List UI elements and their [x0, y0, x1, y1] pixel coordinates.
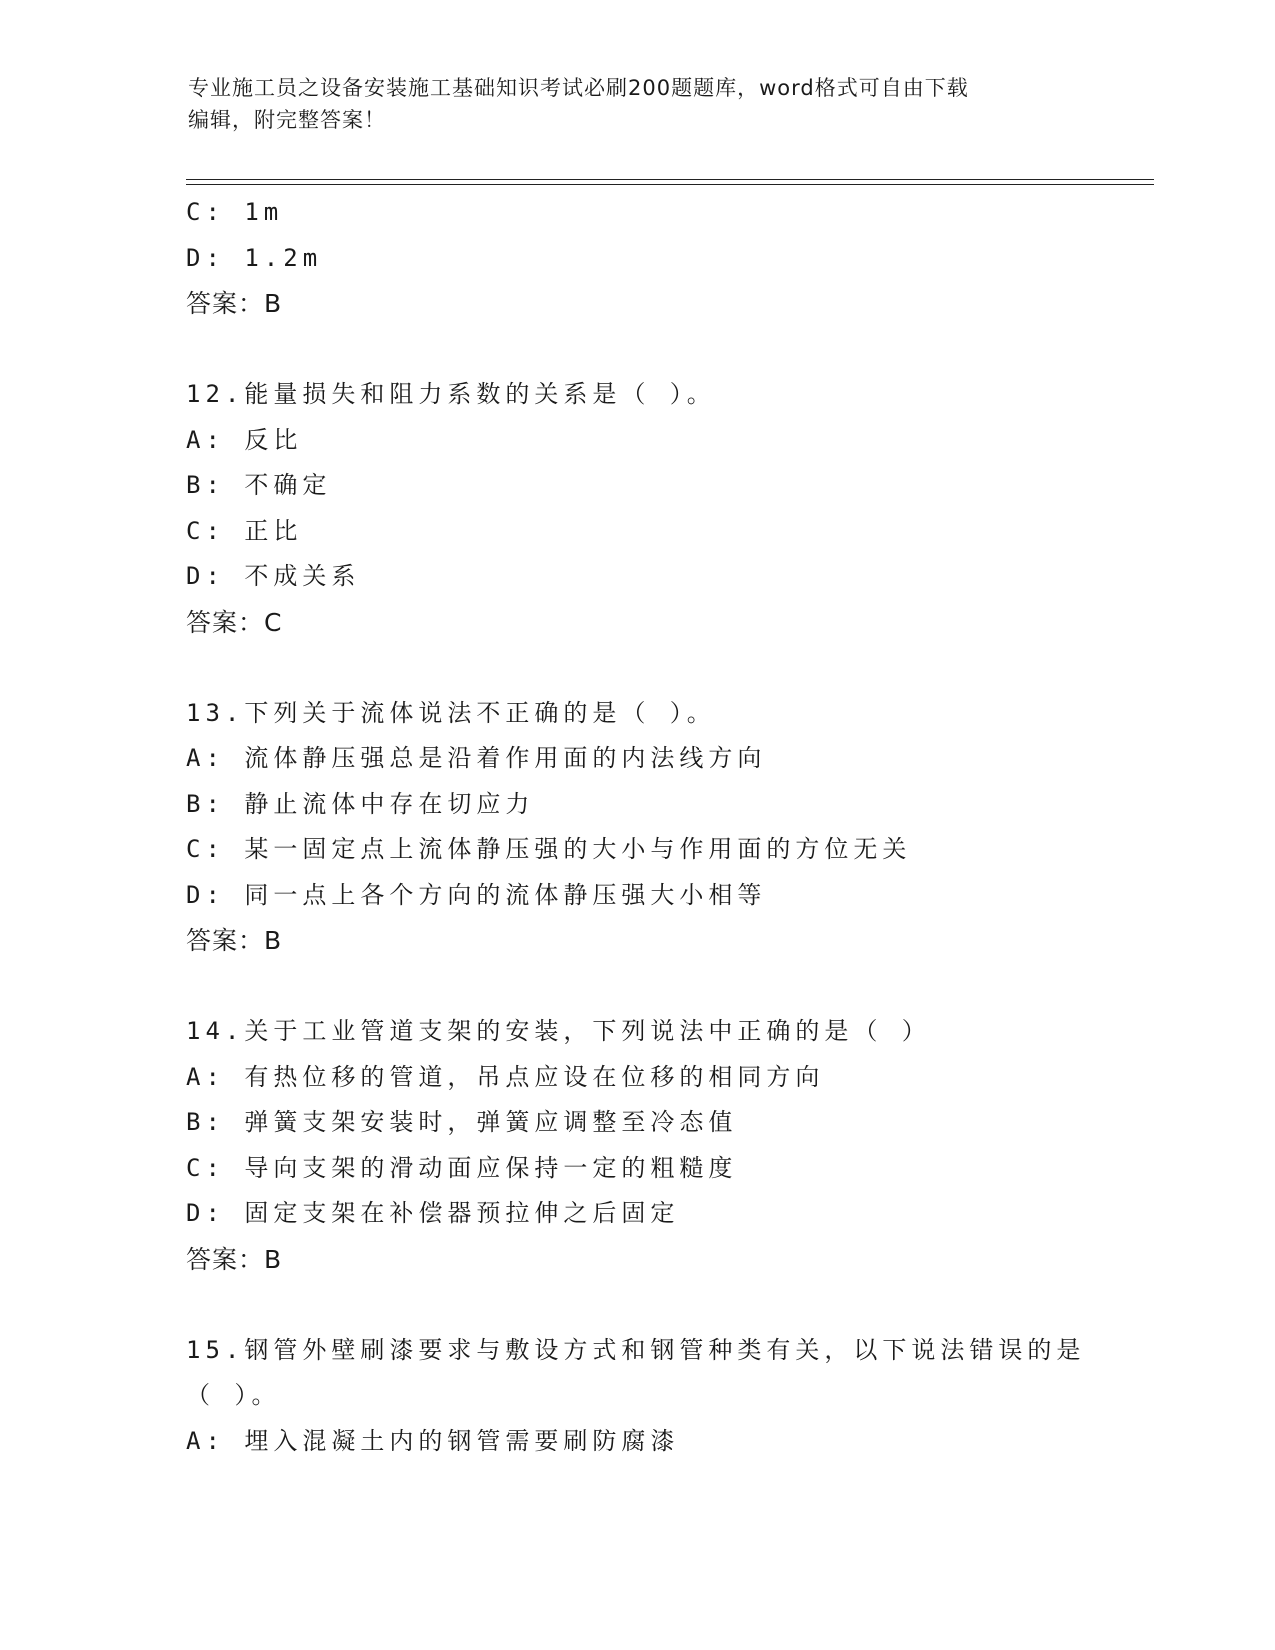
- spacer: [186, 327, 1086, 373]
- question-stem: 13.下列关于流体说法不正确的是（ ）。: [186, 698, 716, 727]
- option-c: C: 导向支架的滑动面应保持一定的粗糙度: [186, 1153, 738, 1182]
- answer-line: 答案：B: [186, 926, 283, 955]
- option-d: D: 不成关系: [186, 562, 361, 590]
- option-b: B: 静止流体中存在切应力: [186, 789, 535, 818]
- question-stem-continued: （ ）。: [186, 1381, 281, 1409]
- header-title-line-2: 编辑，附完整答案！: [188, 108, 386, 132]
- question-13: [186, 691, 1086, 964]
- spacer: [186, 645, 1086, 691]
- spacer: [186, 964, 1086, 1010]
- option-d: D: 固定支架在补偿器预拉伸之后固定: [186, 1199, 680, 1227]
- option-d: D: 1.2m: [186, 243, 323, 272]
- option-b: B: 弹簧支架安装时，弹簧应调整至冷态值: [186, 1108, 738, 1136]
- question-12: [186, 372, 1086, 645]
- option-b: B: 不确定: [186, 471, 332, 499]
- option-a: A: 埋入混凝土内的钢管需要刷防腐漆: [186, 1426, 680, 1455]
- spacer: [186, 1282, 1086, 1328]
- header-divider-top: [186, 179, 1154, 180]
- header-title-line-1: 专业施工员之设备安装施工基础知识考试必刷200题题库，word格式可自由下载: [188, 76, 969, 100]
- question-list: [186, 190, 1086, 1464]
- option-a: A: 有热位移的管道，吊点应设在位移的相同方向: [186, 1062, 825, 1091]
- option-c: C: 某一固定点上流体静压强的大小与作用面的方位无关: [186, 835, 912, 863]
- answer-line: 答案：B: [186, 289, 283, 318]
- answer-line: 答案：C: [186, 607, 283, 637]
- question-stem: 14.关于工业管道支架的安装，下列说法中正确的是（ ）: [186, 1017, 931, 1045]
- document-header: [188, 72, 1068, 136]
- option-a: A: 流体静压强总是沿着作用面的内法线方向: [186, 744, 767, 772]
- question-stem: 15.钢管外壁刷漆要求与敷设方式和钢管种类有关，以下说法错误的是: [186, 1335, 1086, 1364]
- question-15: [186, 1328, 1086, 1465]
- header-divider-bottom: [186, 184, 1154, 185]
- answer-line: 答案：B: [186, 1244, 283, 1274]
- option-c: C: 正比: [186, 516, 303, 545]
- question-11-continued: [186, 190, 1086, 327]
- question-14: [186, 1009, 1086, 1282]
- option-d: D: 同一点上各个方向的流体静压强大小相等: [186, 880, 767, 909]
- option-c: C: 1m: [186, 198, 284, 226]
- question-stem: 12.能量损失和阻力系数的关系是（ ）。: [186, 380, 716, 408]
- option-a: A: 反比: [186, 425, 303, 454]
